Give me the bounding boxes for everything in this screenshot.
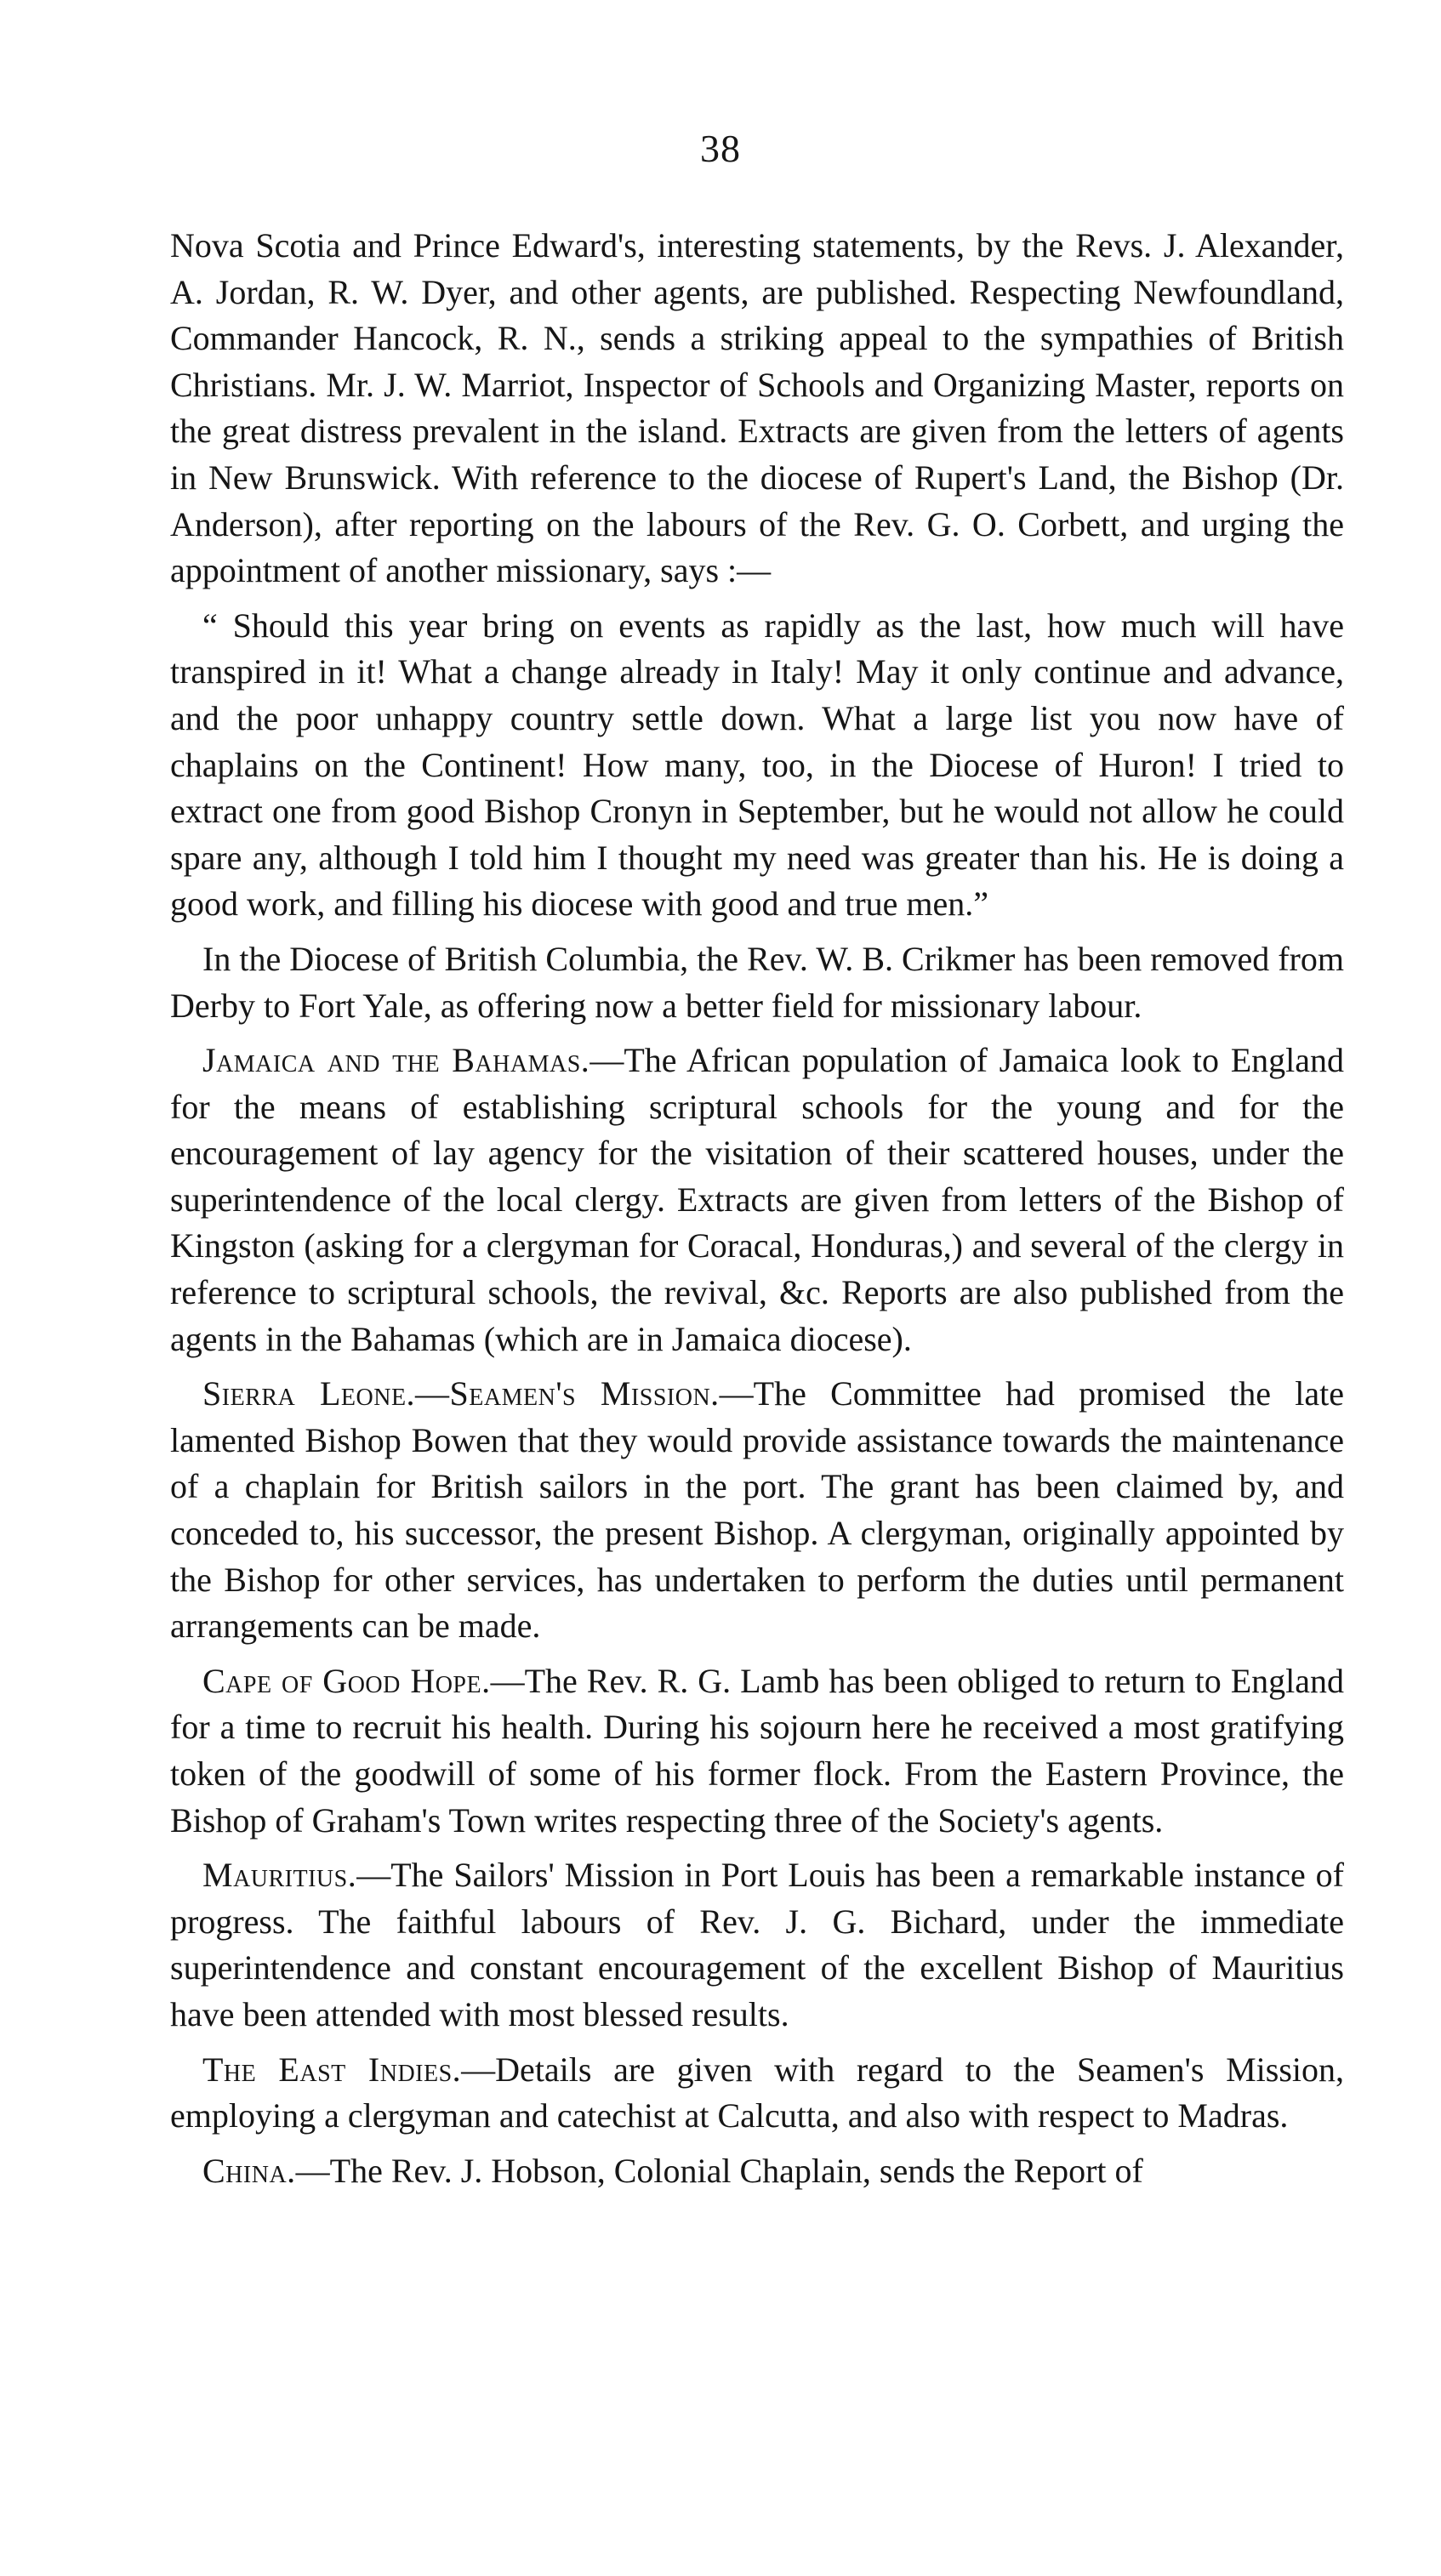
paragraph-text: “ Should this year bring on events as rapidly as the last, how much will have transpired in it! What a change already in Italy! May it only continue and advance, and the poor unhappy country settle down. What a large list you now have of chaplains on the Continent! How many, too, in the Diocese of Huron! I tried to extract one from good Bishop Cronyn in September, but he would not allow he could spare any, although I told him I thought my need was greater than his. He is doing a good work, and filling his diocese with good and true men.” [170, 606, 1344, 924]
paragraph-text: —The Rev. R. G. Lamb has been obliged to return to England for a time to recruit his health. During his sojourn here he received a most gratifying token of the goodwill of some of his former flock. From the Eastern Province, the Bishop of Graham's Town writes respecting three of the Society's agents. [170, 1661, 1344, 1840]
paragraph-text: —Details are given with regard to the Seamen's Mission, employing a clergyman and catechist at Calcutta, and also with respect to Madras. [170, 2050, 1344, 2135]
body-text [170, 223, 1344, 2203]
section-east-indies [170, 2047, 1344, 2140]
paragraph-text: In the Diocese of British Columbia, the Rev. W. B. Crikmer has been removed from Derby to Fort Yale, as offering now a better field for missionary labour. [170, 939, 1344, 1025]
paragraph-text: Nova Scotia and Prince Edward's, interesting statements, by the Revs. J. Alexander, A. Jordan, R. W. Dyer, and other agents, are published. Respecting Newfoundland, Commander Hancock, R. N., sends a striking appeal to the sympathies of British Christians. Mr. J. W. Marriot, Inspector of Schools and Organizing Master, reports on the great distress prevalent in the island. Extracts are given from the letters of agents in New Brunswick. With reference to the diocese of Rupert's Land, the Bishop (Dr. Anderson), after reporting on the labours of the Rev. G. O. Corbett, and urging the appointment of another missionary, says :— [170, 226, 1344, 590]
paragraph-bishop-quote [170, 603, 1344, 928]
section-cape-good-hope [170, 1658, 1344, 1844]
section-china [170, 2148, 1344, 2195]
section-sierra-leone [170, 1371, 1344, 1650]
section-heading: Jamaica and the Bahamas. [202, 1041, 590, 1080]
paragraph-nova-scotia [170, 223, 1344, 594]
paragraph-text: —The Sailors' Mission in Port Louis has been a remarkable instance of progress. The faithful labours of Rev. J. G. Bichard, under the immediate superintendence and constant encouragement of the excellent Bishop of Mauritius have been attended with most blessed results. [170, 1856, 1344, 2033]
paragraph-text: —The Rev. J. Hobson, Colonial Chaplain, sends the Report of [295, 2151, 1143, 2190]
paragraph-british-columbia [170, 936, 1344, 1029]
section-heading: China. [202, 2151, 296, 2190]
section-mauritius [170, 1852, 1344, 2038]
page-number: 38 [700, 127, 741, 170]
section-heading: The East Indies. [202, 2050, 462, 2089]
section-heading: Sierra Leone.—Seamen's Mission. [202, 1374, 720, 1413]
paragraph-text: —The Committee had promised the late lamented Bishop Bowen that they would provide assistance towards the maintenance of a chaplain for British sailors in the port. The grant has been claimed by, and conceded to, his successor, the present Bishop. A clergyman, originally appointed by the Bishop for other services, has undertaken to perform the duties until permanent arrangements can be made. [170, 1374, 1344, 1646]
paragraph-text: —The African population of Jamaica look to England for the means of establishing scriptural schools for the young and for the encouragement of lay agency for the visitation of their scattered houses, under the superintendence of the local clergy. Extracts are given from letters of the Bishop of Kingston (asking for a clergyman for Coracal, Honduras,) and several of the clergy in reference to scriptural schools, the revival, &c. Reports are also published from the agents in the Bahamas (which are in Jamaica diocese). [170, 1041, 1344, 1358]
section-heading: Cape of Good Hope. [202, 1661, 491, 1700]
section-jamaica-bahamas [170, 1038, 1344, 1362]
section-heading: Mauritius. [202, 1856, 357, 1895]
